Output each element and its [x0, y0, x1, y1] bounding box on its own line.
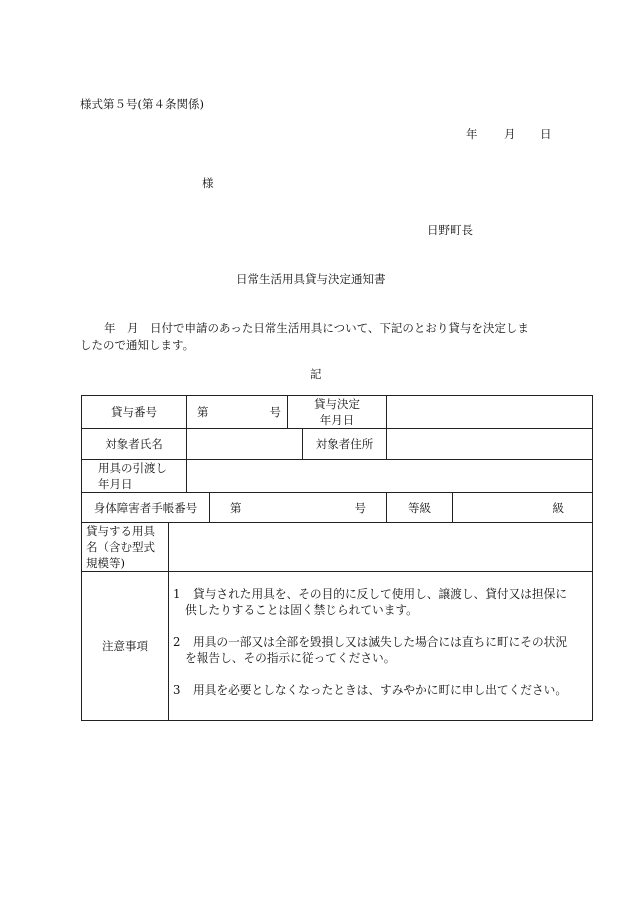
note-3 — [173, 682, 592, 698]
note-2-number: 2 — [173, 635, 181, 649]
note-1-text-line2: 供したりすることは固く禁じられています。 — [185, 603, 418, 617]
addressee-suffix: 様 — [202, 176, 214, 190]
form-number: 様式第５号(第４条関係) — [80, 97, 204, 111]
grade-field[interactable] — [453, 493, 593, 523]
grade-kyu: 級 — [552, 500, 564, 515]
note-1 — [173, 586, 592, 618]
notes-content — [169, 572, 593, 721]
date-year: 年 — [466, 127, 478, 141]
date-month: 月 — [504, 127, 516, 141]
note-1-number: 1 — [173, 587, 181, 601]
target-name-field[interactable] — [187, 429, 303, 460]
note-3-number: 3 — [173, 683, 181, 697]
loan-form-table — [81, 395, 593, 721]
disability-book-go: 号 — [354, 500, 366, 515]
decision-date-label — [288, 396, 387, 429]
delivery-date-field[interactable] — [187, 460, 593, 493]
grade-label: 等級 — [387, 493, 453, 523]
note-2 — [173, 634, 592, 666]
equipment-label-line3: 規模等) — [86, 556, 125, 570]
decision-date-label-line2: 年月日 — [319, 413, 355, 427]
row-equipment — [82, 523, 593, 572]
date-day: 日 — [540, 127, 552, 141]
equipment-label-line1: 貸与する用具 — [86, 524, 155, 538]
disability-book-label: 身体障害者手帳番号 — [82, 493, 210, 523]
notes-label: 注意事項 — [82, 572, 169, 721]
equipment-label-line2: 名（含む型式 — [86, 540, 155, 554]
row-delivery-date — [82, 460, 593, 493]
body-line-1: 年 月 日付で申請のあった日常生活用具について、下記のとおり貸与を決定しま — [104, 321, 529, 335]
ki-heading: 記 — [310, 367, 322, 381]
disability-book-dai: 第 — [230, 500, 242, 515]
loan-number-field[interactable] — [187, 396, 288, 429]
target-address-field[interactable] — [387, 429, 593, 460]
loan-number-go: 号 — [269, 405, 281, 419]
row-notes — [82, 572, 593, 721]
document-title: 日常生活用具貸与決定通知書 — [236, 272, 386, 286]
note-3-text-line1: 用具を必要としなくなったときは、すみやかに町に申し出てください。 — [193, 683, 568, 697]
decision-date-field[interactable] — [387, 396, 593, 429]
delivery-date-label-line1: 用具の引渡し — [98, 461, 167, 475]
row-target — [82, 429, 593, 460]
note-2-text-line2: を報告し、その指示に従ってください。 — [185, 651, 396, 665]
row-disability-book — [82, 493, 593, 523]
note-1-text-line1: 貸与された用具を、その目的に反して使用し、譲渡し、貸付又は担保に — [193, 587, 568, 601]
delivery-date-label-line2: 年月日 — [98, 477, 133, 491]
disability-book-field[interactable] — [210, 493, 387, 523]
target-address-label: 対象者住所 — [303, 429, 387, 460]
delivery-date-label — [82, 460, 187, 493]
loan-number-label: 貸与番号 — [82, 396, 187, 429]
equipment-label — [82, 523, 169, 572]
note-2-text-line1: 用具の一部又は全部を毀損し又は滅失した場合には直ちに町にその状況 — [193, 635, 568, 649]
target-name-label: 対象者氏名 — [82, 429, 187, 460]
row-loan-number — [82, 396, 593, 429]
loan-number-dai: 第 — [197, 405, 209, 419]
equipment-field[interactable] — [169, 523, 593, 572]
decision-date-label-line1: 貸与決定 — [314, 397, 360, 411]
sender: 日野町長 — [427, 223, 473, 237]
body-line-2: したので通知します。 — [80, 338, 195, 352]
